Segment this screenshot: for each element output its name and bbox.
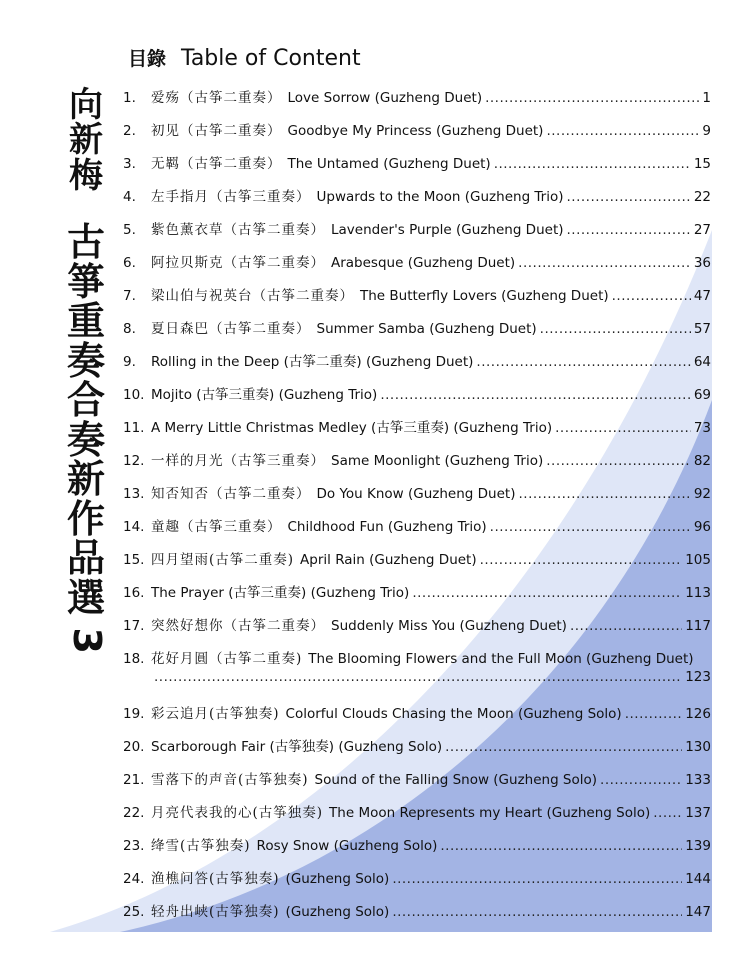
title-en: Table of Content — [181, 46, 361, 71]
book-char: 箏 — [66, 258, 105, 304]
entry-title-en: Do You Know (Guzheng Duet) — [316, 486, 516, 502]
entry-title-zh: 彩云追月(古筝独奏) — [151, 706, 280, 722]
entry-number: 10. — [123, 387, 145, 403]
entry-title-zh: 初见（古筝二重奏） — [151, 123, 282, 139]
toc-entry — [123, 548, 711, 568]
entry-number: 25. — [123, 904, 145, 920]
entry-number: 11. — [123, 420, 145, 436]
entry-number: 18. — [123, 651, 145, 667]
entry-title-en: Rolling in the Deep (古筝二重奏) (Guzheng Duet) — [151, 354, 474, 370]
dot-leader — [567, 222, 691, 238]
entry-number: 15. — [123, 552, 145, 568]
entry-number: 8. — [123, 321, 136, 337]
book-char: 選 — [66, 574, 105, 620]
entry-title-zh: 绛雪(古筝独奏) — [151, 838, 251, 854]
entry-number: 16. — [123, 585, 145, 601]
entry-title-en: Upwards to the Moon (Guzheng Trio) — [316, 189, 564, 205]
entry-title-en: The Untamed (Guzheng Duet) — [287, 156, 491, 172]
entry-title-zh: 阿拉贝斯克（古筝二重奏） — [151, 255, 325, 271]
book-title-vertical — [62, 219, 110, 661]
entry-number: 24. — [123, 871, 145, 887]
entry-title-zh: 梁山伯与祝英台（古筝二重奏） — [151, 288, 354, 304]
entry-title-zh: 爱殇（古筝二重奏） — [151, 90, 282, 106]
author-char: 新 — [69, 120, 103, 161]
entry-title-en: Suddenly Miss You (Guzheng Duet) — [331, 618, 567, 634]
entry-number: 13. — [123, 486, 145, 502]
toc-entry — [123, 834, 711, 854]
title-zh: 目錄 — [128, 48, 167, 70]
entry-title-en: The Butterfly Lovers (Guzheng Duet) — [360, 288, 609, 304]
author-char: 向 — [69, 85, 103, 125]
entry-title-en: Goodbye My Princess (Guzheng Duet) — [287, 123, 544, 139]
toc-entry — [123, 383, 711, 403]
entry-title-zh: 渔樵问答(古筝独奏) — [151, 871, 280, 887]
entry-number: 7. — [123, 288, 136, 304]
entry-number: 9. — [123, 354, 136, 370]
entry-number: 1. — [123, 90, 136, 106]
entry-title-en: Arabesque (Guzheng Duet) — [331, 255, 516, 271]
dot-leader — [540, 321, 691, 337]
dot-leader — [546, 123, 699, 139]
dot-leader — [480, 552, 683, 568]
toc-entry — [123, 801, 711, 821]
dot-leader — [518, 255, 691, 271]
entry-title-en: (Guzheng Solo) — [285, 904, 390, 920]
entry-title-zh: 一样的月光（古筝三重奏） — [151, 453, 325, 469]
entry-page: 144 — [685, 871, 711, 887]
entry-number: 4. — [123, 189, 136, 205]
entry-title-zh: 花好月圓（古筝二重奏) — [151, 651, 303, 667]
dot-leader — [392, 871, 682, 887]
toc-entry — [123, 867, 711, 887]
entry-number: 12. — [123, 453, 145, 469]
toc-entry — [123, 735, 711, 755]
entry-page: 9 — [702, 123, 711, 139]
dot-leader — [518, 486, 690, 502]
entry-page: 73 — [693, 420, 711, 436]
toc-entry — [123, 119, 711, 139]
toc-entry — [123, 702, 711, 722]
entry-page: 133 — [685, 772, 711, 788]
dot-leader — [600, 772, 682, 788]
entry-title-en: Sound of the Falling Snow (Guzheng Solo) — [314, 772, 598, 788]
entry-title-zh: 知否知否（古筝二重奏） — [151, 486, 311, 502]
entry-page: 47 — [693, 288, 711, 304]
toc-entry — [123, 647, 711, 667]
entry-number: 22. — [123, 805, 145, 821]
author-name-vertical — [66, 85, 106, 196]
entry-title-en: Rosy Snow (Guzheng Solo) — [256, 838, 438, 854]
entry-title-en: Scarborough Fair (古筝独奏) (Guzheng Solo) — [151, 739, 443, 755]
entry-page: 147 — [685, 904, 711, 920]
entry-number: 23. — [123, 838, 145, 854]
toc-entry — [123, 482, 711, 502]
entry-number: 14. — [123, 519, 145, 535]
entry-title-en: Colorful Clouds Chasing the Moon (Guzheng Solo) — [285, 706, 622, 722]
entry-page: 123 — [685, 669, 711, 685]
entry-page: 64 — [693, 354, 711, 370]
entry-title-zh: 月亮代表我的心(古筝独奏) — [151, 805, 324, 821]
toc-entry — [123, 350, 711, 370]
entry-page: 113 — [685, 585, 711, 601]
dot-leader — [546, 453, 691, 469]
entry-title-en: Lavender's Purple (Guzheng Duet) — [331, 222, 564, 238]
author-char: 梅 — [69, 155, 103, 196]
entry-number: 20. — [123, 739, 145, 755]
toc-entry — [123, 581, 711, 601]
dot-leader — [490, 519, 691, 535]
dot-leader — [476, 354, 690, 370]
entry-title-en: April Rain (Guzheng Duet) — [300, 552, 477, 568]
entry-title-zh: 夏日森巴（古筝二重奏） — [151, 321, 311, 337]
dot-leader — [555, 420, 691, 436]
dot-leader — [570, 618, 682, 634]
entry-page: 139 — [685, 838, 711, 854]
entry-page: 92 — [693, 486, 711, 502]
entry-title-en: (Guzheng Solo) — [285, 871, 390, 887]
entry-number: 6. — [123, 255, 136, 271]
dot-leader — [625, 706, 683, 722]
page-title — [128, 44, 361, 71]
toc-entry — [123, 614, 711, 634]
entry-page: 27 — [693, 222, 711, 238]
dot-leader — [380, 387, 690, 403]
dot-leader — [494, 156, 691, 172]
entry-title-zh: 左手指月（古筝三重奏） — [151, 189, 311, 205]
entry-page: 22 — [693, 189, 711, 205]
toc-entry — [123, 86, 711, 106]
entry-number: 5. — [123, 222, 136, 238]
book-char: 奏 — [66, 416, 105, 462]
toc-entry — [123, 218, 711, 238]
dot-leader — [412, 585, 682, 601]
toc-entry — [123, 152, 711, 172]
toc-entry — [123, 251, 711, 271]
entry-title-en: Childhood Fun (Guzheng Trio) — [287, 519, 487, 535]
entry-title-en: Mojito (古筝三重奏) (Guzheng Trio) — [151, 387, 378, 403]
toc-entry — [123, 515, 711, 535]
entry-title-en: The Moon Represents my Heart (Guzheng Solo) — [329, 805, 651, 821]
dot-leader — [445, 739, 682, 755]
dot-leader — [154, 669, 682, 685]
book-char: 品 — [66, 535, 105, 581]
entry-title-en: A Merry Little Christmas Medley (古筝三重奏) (Guzheng Trio) — [151, 420, 553, 436]
entry-page: 117 — [685, 618, 711, 634]
entry-number: 17. — [123, 618, 145, 634]
book-char: 新 — [66, 456, 105, 502]
book-char: 重 — [66, 298, 105, 344]
entry-page: 82 — [693, 453, 711, 469]
dot-leader — [653, 805, 682, 821]
entry-title-zh: 紫色薰衣草（古筝二重奏） — [151, 222, 325, 238]
entry-page: 96 — [693, 519, 711, 535]
entry-title-zh: 四月望雨(古筝二重奏) — [151, 552, 295, 568]
entry-number: 21. — [123, 772, 145, 788]
toc-entry — [123, 768, 711, 788]
entry-page: 130 — [685, 739, 711, 755]
toc-entry — [123, 317, 711, 337]
toc-entry — [123, 449, 711, 469]
entry-page: 36 — [693, 255, 711, 271]
entry-page: 126 — [685, 706, 711, 722]
entry-page: 105 — [685, 552, 711, 568]
entry-title-en: Summer Samba (Guzheng Duet) — [316, 321, 537, 337]
dot-leader — [567, 189, 691, 205]
entry-title-en: The Prayer (古筝三重奏) (Guzheng Trio) — [151, 585, 410, 601]
entry-title-zh: 雪落下的声音(古筝独奏) — [151, 772, 309, 788]
entry-page: 15 — [693, 156, 711, 172]
entry-page: 137 — [685, 805, 711, 821]
toc-entry — [123, 416, 711, 436]
entry-title-en: Love Sorrow (Guzheng Duet) — [287, 90, 483, 106]
book-volume-number: 3 — [64, 627, 109, 655]
toc-entry — [123, 185, 711, 205]
dot-leader — [612, 288, 691, 304]
entry-page: 69 — [693, 387, 711, 403]
entry-number: 19. — [123, 706, 145, 722]
dot-leader — [392, 904, 682, 920]
entry-title-en: Same Moonlight (Guzheng Trio) — [331, 453, 544, 469]
entry-page: 57 — [693, 321, 711, 337]
book-char: 合 — [66, 377, 105, 423]
entry-page: 1 — [702, 90, 711, 106]
entry-title-zh: 童趣（古筝三重奏） — [151, 519, 282, 535]
entry-title-zh: 无羁（古筝二重奏） — [151, 156, 282, 172]
entry-number: 2. — [123, 123, 136, 139]
dot-leader — [440, 838, 682, 854]
entry-title-en: The Blooming Flowers and the Full Moon (Guzheng Duet) — [308, 651, 694, 667]
dot-leader — [485, 90, 699, 106]
toc-entry — [123, 284, 711, 304]
toc-entry-continuation — [151, 669, 711, 689]
book-char: 古 — [66, 219, 105, 264]
toc-entry — [123, 900, 711, 920]
book-char: 奏 — [66, 337, 105, 383]
entry-number: 3. — [123, 156, 136, 172]
entry-title-zh: 轻舟出峡(古筝独奏) — [151, 904, 280, 920]
entry-title-zh: 突然好想你（古筝二重奏） — [151, 618, 325, 634]
book-char: 作 — [66, 495, 105, 541]
